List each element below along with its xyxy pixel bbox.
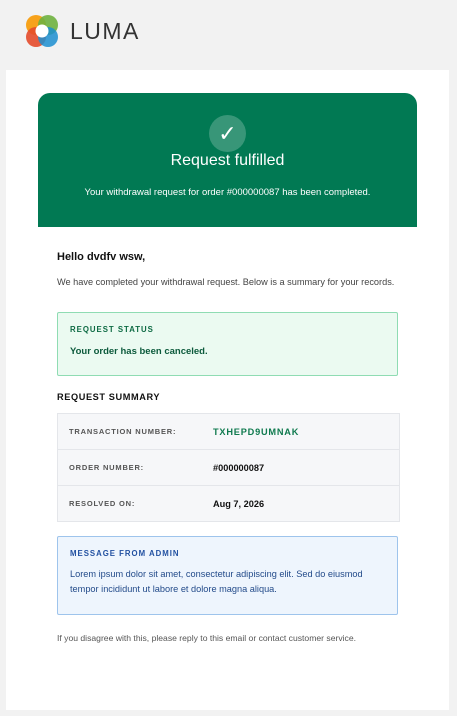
hero-title: Request fulfilled bbox=[170, 152, 285, 169]
summary-row-order bbox=[58, 450, 399, 486]
luma-logo-icon bbox=[24, 13, 60, 49]
footer-note: If you disagree with this, please reply to this email or contact customer service. bbox=[57, 633, 357, 643]
summary-label: ORDER NUMBER: bbox=[69, 463, 144, 472]
hero-banner bbox=[38, 93, 417, 227]
request-status-box bbox=[57, 312, 398, 376]
brand-name: LUMA bbox=[70, 17, 140, 44]
summary-title: REQUEST SUMMARY bbox=[57, 392, 161, 402]
checkmark-icon: ✓ bbox=[209, 115, 246, 152]
order-number: #000000087 bbox=[213, 462, 265, 473]
summary-label: RESOLVED ON: bbox=[69, 499, 136, 508]
resolved-date: Aug 7, 2026 bbox=[213, 498, 265, 509]
summary-row-transaction bbox=[58, 414, 399, 450]
status-label: REQUEST STATUS bbox=[70, 325, 154, 334]
greeting: Hello dvdfv wsw, bbox=[57, 251, 146, 263]
summary-label: TRANSACTION NUMBER: bbox=[69, 427, 177, 436]
admin-message: Lorem ipsum dolor sit amet, consectetur adipiscing elit. Sed do eiusmod tempor incididunt ut labore et dolore magna aliqua. bbox=[70, 569, 363, 594]
intro-text: We have completed your withdrawal request. Below is a summary for your records. bbox=[57, 277, 395, 287]
admin-label: MESSAGE FROM ADMIN bbox=[70, 549, 180, 558]
email-card bbox=[38, 93, 417, 663]
hero-subtitle: Your withdrawal request for order #000000087 has been completed. bbox=[84, 187, 371, 198]
brand-header bbox=[24, 13, 140, 49]
transaction-number: TXHEPD9UMNAK bbox=[213, 426, 300, 437]
status-value: Your order has been canceled. bbox=[70, 346, 208, 357]
admin-message-box bbox=[57, 536, 398, 615]
summary-table bbox=[57, 413, 400, 522]
email-container bbox=[6, 70, 449, 710]
summary-row-resolved bbox=[58, 486, 399, 521]
